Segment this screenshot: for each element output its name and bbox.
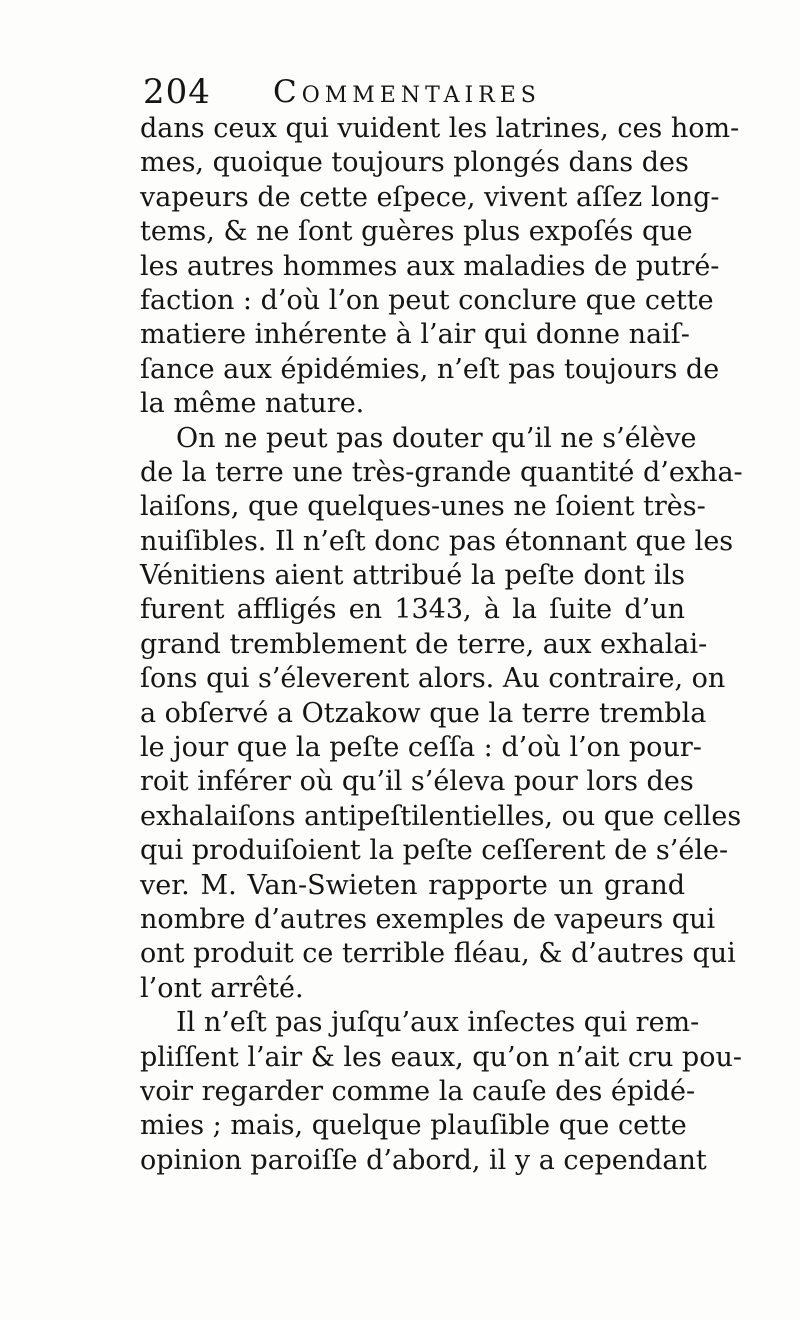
text-line: dans ceux qui vuident les latrines, ces hom- <box>140 113 740 144</box>
text-line: grand tremblement de terre, aux exhalai- <box>140 628 708 660</box>
text-line: ver. M. Van-Swieten rapporte un grand <box>140 869 685 901</box>
text-line: faction : d’où l’on peut conclure que cette <box>140 284 714 316</box>
text-line: qui produiſoient la peſte ceſſerent de s’éle- <box>140 835 729 867</box>
text-line: mies ; mais, quelque plauſible que cette <box>140 1110 687 1142</box>
text-line: Il n’eſt pas juſqu’aux inſectes qui rem- <box>176 1007 700 1039</box>
paragraph <box>140 112 740 422</box>
text-line: nombre d’autres exemples de vapeurs qui <box>140 903 716 935</box>
text-line: exhalaiſons antipeſtilentielles, ou que celles <box>140 800 742 832</box>
text-line: ſons qui s’éleverent alors. Au contraire, on <box>140 663 726 695</box>
page-header <box>143 72 683 112</box>
text-line: furent affligés en 1343, à la ſuite d’un <box>140 594 685 626</box>
text-line: de la terre une très-grande quantité d’exha- <box>140 456 743 488</box>
paragraph <box>140 1006 742 1178</box>
text-line: roit inférer où qu’il s’éleva pour lors des <box>140 766 694 798</box>
text-line: l’ont arrêté. <box>140 972 304 1004</box>
text-line: tems, & ne ſont guères plus expoſés que <box>140 216 693 248</box>
body-text <box>140 112 743 1178</box>
text-line: nuiſibles. Il n’eſt donc pas étonnant que les <box>140 525 734 557</box>
text-line: ſance aux épidémies, n’eſt pas toujours de <box>140 353 720 385</box>
text-line: vapeurs de cette eſpece, vivent aſſez long- <box>140 181 720 213</box>
page-number: 204 <box>143 72 211 112</box>
text-line: On ne peut pas douter qu’il ne s’élève <box>176 422 697 454</box>
paragraph <box>140 422 743 1007</box>
text-line: opinion paroiſſe d’abord, il y a cependant <box>140 1144 707 1176</box>
text-line: pliſſent l’air & les eaux, qu’on n’ait cru pou- <box>140 1041 742 1073</box>
text-line: le jour que la peſte ceſſa : d’où l’on pour- <box>140 732 702 764</box>
text-line: a obſervé a Otzakow que la terre trembla <box>140 697 707 729</box>
text-line: matiere inhérente à l’air qui donne naiſ- <box>140 319 690 351</box>
text-line: Vénitiens aient attribué la peſte dont ils <box>140 560 685 592</box>
text-line: voir regarder comme la cauſe des épidé- <box>140 1075 696 1107</box>
text-line: la même nature. <box>140 388 365 420</box>
text-line: les autres hommes aux maladies de putré- <box>140 250 720 282</box>
text-line: laiſons, que quelques-unes ne ſoient très- <box>140 491 706 523</box>
text-line: mes, quoique toujours plongés dans des <box>140 147 689 179</box>
text-line: ont produit ce terrible fléau, & d’autres qui <box>140 938 736 970</box>
running-title: Commentaires <box>273 74 541 110</box>
